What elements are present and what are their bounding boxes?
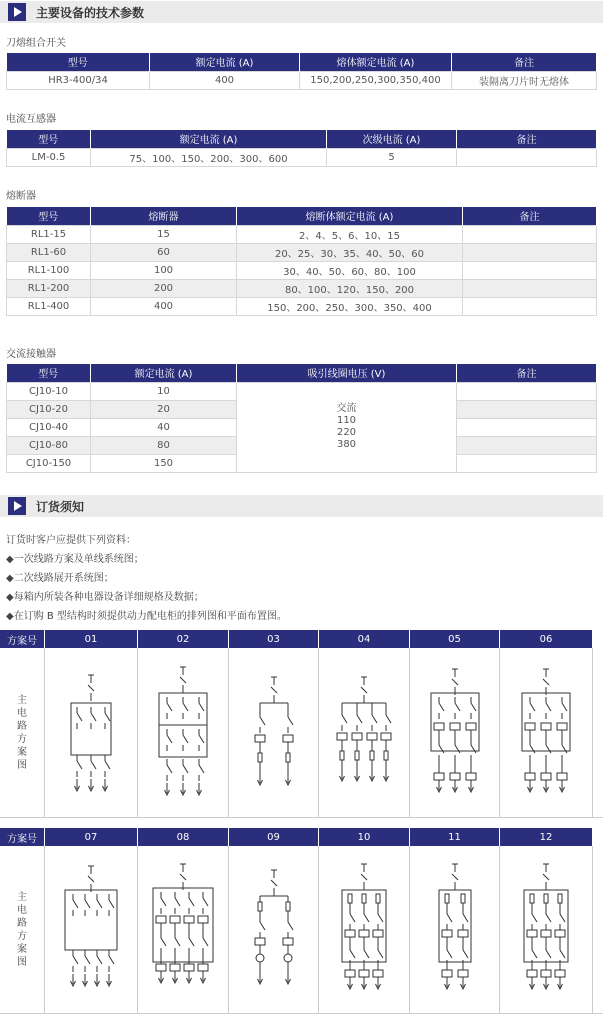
scheme-table-row1 (0, 630, 603, 818)
voltage-line: 110 (336, 415, 357, 426)
voltage-line: 交流 (336, 403, 357, 414)
cell: 5 (327, 148, 457, 166)
cell: 40 (91, 418, 237, 436)
table-row (7, 148, 597, 166)
diagram-02 (139, 663, 227, 803)
col-header: 熔体额定电流 (A) (300, 53, 452, 71)
scheme-number: 03 (229, 630, 319, 648)
scheme-number: 08 (138, 828, 229, 846)
scheme-number: 01 (45, 630, 138, 648)
table-fuse (6, 207, 597, 316)
diagram-07 (47, 860, 135, 1000)
cell: RL1-200 (7, 279, 91, 297)
cell: 100 (91, 261, 237, 279)
diagram-10 (320, 860, 408, 1000)
col-header: 备注 (452, 53, 597, 71)
cell: RL1-60 (7, 243, 91, 261)
diagram-11 (411, 860, 499, 1000)
play-icon (8, 497, 26, 515)
cell: 10 (91, 382, 237, 400)
cell: 400 (91, 297, 237, 315)
diagram-06 (502, 663, 590, 803)
scheme-number: 07 (45, 828, 138, 846)
cell (463, 261, 597, 279)
notes-intro: 订货时客户应提供下列资料： (6, 535, 136, 546)
cell: 2、4、5、6、10、15 (237, 225, 463, 243)
col-header: 额定电流 (A) (150, 53, 300, 71)
scheme-number: 12 (500, 828, 593, 846)
voltage-line: 220 (336, 427, 357, 438)
section-header-ordering (0, 495, 603, 517)
scheme-table-row2 (0, 828, 603, 1014)
cell (463, 225, 597, 243)
cell (457, 454, 597, 472)
diagram-03 (230, 663, 318, 803)
ordering-notes (6, 531, 287, 626)
cell: 400 (150, 71, 300, 89)
circuit-diagram (410, 648, 500, 817)
scheme-number: 06 (500, 630, 593, 648)
cell: RL1-15 (7, 225, 91, 243)
cell: LM-0.5 (7, 148, 91, 166)
scheme-number: 02 (138, 630, 229, 648)
cell: CJ10-20 (7, 400, 91, 418)
table-row (7, 261, 597, 279)
diagram-01 (47, 663, 135, 803)
cell (463, 297, 597, 315)
table-current-transformer (6, 130, 597, 167)
col-header: 型号 (7, 364, 91, 382)
table-row (7, 243, 597, 261)
cell: CJ10-10 (7, 382, 91, 400)
circuit-diagram (138, 648, 229, 817)
circuit-diagram (45, 846, 138, 1013)
table-title-fuse: 熔断器 (6, 191, 36, 202)
main-circuit-label: 主 电 路 方 案 图 (0, 846, 45, 1013)
circuit-diagram (500, 846, 593, 1013)
cell (463, 279, 597, 297)
cell: 150 (91, 454, 237, 472)
col-header: 备注 (457, 130, 597, 148)
table-knife-fuse-switch (6, 53, 597, 90)
table-row (7, 225, 597, 243)
diagram-04 (320, 663, 408, 803)
col-header: 额定电流 (A) (91, 364, 237, 382)
section-title: 订货须知 (36, 499, 85, 514)
scheme-header-label: 方案号 (0, 630, 45, 648)
cell: 15 (91, 225, 237, 243)
cell: CJ10-80 (7, 436, 91, 454)
circuit-diagram (45, 648, 138, 817)
col-header: 次级电流 (A) (327, 130, 457, 148)
scheme-header-label: 方案号 (0, 828, 45, 846)
diagram-12 (502, 860, 590, 1000)
cell: 80、100、120、150、200 (237, 279, 463, 297)
col-header: 熔断器 (91, 207, 237, 225)
diagram-08 (139, 860, 227, 1000)
voltage-line: 380 (336, 439, 357, 450)
cell (457, 382, 597, 400)
main-circuit-label: 主 电 路 方 案 图 (0, 648, 45, 817)
cell: 75、100、150、200、300、600 (91, 148, 327, 166)
col-header: 吸引线圈电压 (V) (237, 364, 457, 382)
diagram-09 (230, 860, 318, 1000)
table-row (7, 279, 597, 297)
table-title-current-transformer: 电流互感器 (6, 114, 56, 125)
cell: 20、25、30、35、40、50、60 (237, 243, 463, 261)
coil-voltage-cell (237, 382, 457, 472)
list-item: ◆在订购 B 型结构时须提供动力配电柜的排列图和平面布置图。 (6, 611, 287, 622)
col-header: 型号 (7, 130, 91, 148)
play-icon (8, 3, 26, 21)
circuit-diagram (319, 846, 410, 1013)
scheme-number: 10 (319, 828, 410, 846)
col-header: 备注 (463, 207, 597, 225)
col-header: 型号 (7, 53, 150, 71)
table-title-ac-contactor: 交流接触器 (6, 349, 56, 360)
cell: HR3-400/34 (7, 71, 150, 89)
table-ac-contactor (6, 364, 597, 473)
cell (457, 400, 597, 418)
cell (463, 243, 597, 261)
cell: 150,200,250,300,350,400 (300, 71, 452, 89)
circuit-diagram (500, 648, 593, 817)
cell (457, 148, 597, 166)
circuit-diagram (138, 846, 229, 1013)
scheme-number: 11 (410, 828, 500, 846)
cell: CJ10-40 (7, 418, 91, 436)
diagram-05 (411, 663, 499, 803)
col-header: 备注 (457, 364, 597, 382)
col-header: 型号 (7, 207, 91, 225)
table-row (7, 382, 597, 400)
list-item: ◆一次线路方案及单线系统图； (6, 554, 144, 565)
list-item: ◆二次线路展开系统图； (6, 573, 114, 584)
cell: CJ10-150 (7, 454, 91, 472)
cell: RL1-100 (7, 261, 91, 279)
table-row (7, 297, 597, 315)
scheme-number: 04 (319, 630, 410, 648)
col-header: 额定电流 (A) (91, 130, 327, 148)
cell: 150、200、250、300、350、400 (237, 297, 463, 315)
circuit-diagram (410, 846, 500, 1013)
circuit-diagram (229, 846, 319, 1013)
col-header: 熔断体额定电流 (A) (237, 207, 463, 225)
table-row (7, 71, 597, 89)
cell: 80 (91, 436, 237, 454)
cell: 60 (91, 243, 237, 261)
section-header-tech-params (0, 1, 603, 23)
circuit-diagram (229, 648, 319, 817)
list-item: ◆每箱内所装各种电器设备详细规格及数据； (6, 592, 204, 603)
scheme-number: 09 (229, 828, 319, 846)
circuit-diagram (319, 648, 410, 817)
cell: 装隔离刀片时无熔体 (452, 71, 597, 89)
cell: 200 (91, 279, 237, 297)
section-title: 主要设备的技术参数 (36, 5, 145, 20)
cell: 20 (91, 400, 237, 418)
scheme-number: 05 (410, 630, 500, 648)
cell: 30、40、50、60、80、100 (237, 261, 463, 279)
table-title-knife-fuse-switch: 刀熔组合开关 (6, 38, 66, 49)
cell (457, 418, 597, 436)
cell: RL1-400 (7, 297, 91, 315)
cell (457, 436, 597, 454)
